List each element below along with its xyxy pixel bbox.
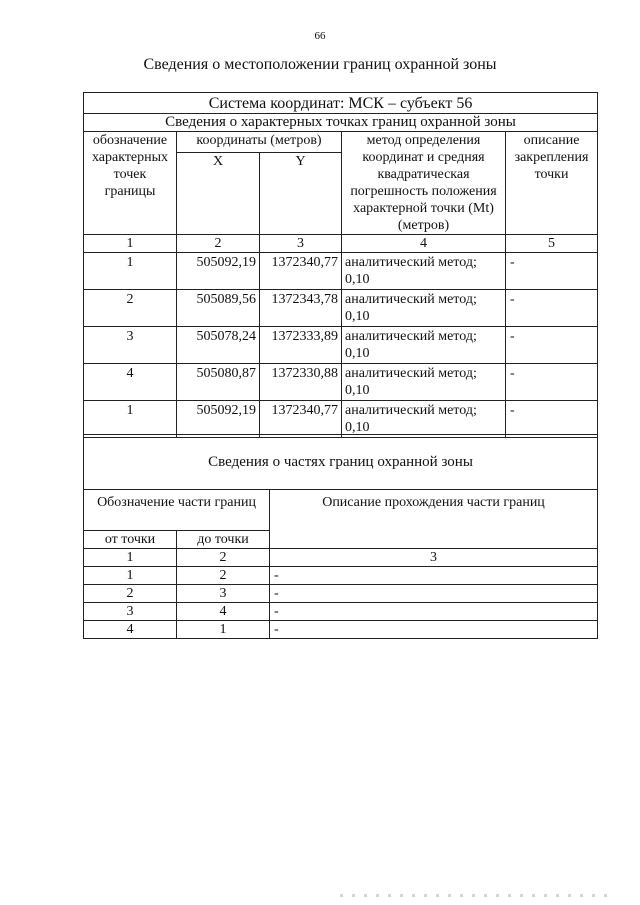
point-cell: 2 (84, 290, 177, 327)
header-part-designation: Обозначение части границ (84, 490, 270, 531)
header-designation: обозначение характерных точек границы (84, 132, 177, 235)
to-cell: 4 (177, 603, 270, 621)
y-cell: 1372340,77 (260, 253, 342, 290)
header-part-description: Описание прохождения части границ (270, 490, 598, 549)
point-cell: 4 (84, 364, 177, 401)
coordinates-table (83, 92, 598, 438)
col-number: 3 (270, 549, 598, 567)
col-number: 1 (84, 549, 177, 567)
table-row (84, 327, 598, 364)
col-number: 2 (177, 235, 260, 253)
y-cell: 1372330,88 (260, 364, 342, 401)
from-cell: 4 (84, 621, 177, 639)
header-y: Y (260, 153, 342, 235)
x-cell: 505092,19 (177, 253, 260, 290)
method-cell: аналитический метод; 0,10 (342, 364, 506, 401)
to-cell: 2 (177, 567, 270, 585)
x-cell: 505078,24 (177, 327, 260, 364)
table-row (84, 567, 598, 585)
col-number: 2 (177, 549, 270, 567)
description-cell: - (506, 327, 598, 364)
col-number: 3 (260, 235, 342, 253)
table-row (84, 585, 598, 603)
table-row (84, 401, 598, 438)
col-number: 5 (506, 235, 598, 253)
x-cell: 505080,87 (177, 364, 260, 401)
from-cell: 1 (84, 567, 177, 585)
y-cell: 1372343,78 (260, 290, 342, 327)
table-row (84, 253, 598, 290)
to-cell: 1 (177, 621, 270, 639)
scan-stamp-artifact (340, 894, 610, 897)
description-cell: - (506, 401, 598, 438)
header-to: до точки (177, 531, 270, 549)
from-cell: 2 (84, 585, 177, 603)
table-row (84, 364, 598, 401)
table-row (84, 603, 598, 621)
description-cell: - (506, 364, 598, 401)
col-number: 1 (84, 235, 177, 253)
page-number: 66 (314, 30, 326, 42)
page-title: Сведения о местоположении границ охранной зоны (143, 56, 497, 73)
y-cell: 1372340,77 (260, 401, 342, 438)
header-method: метод определения координат и средняя квадратическая погрешность положения характерной точки (Mt) (метров) (342, 132, 506, 235)
part-description-cell: - (270, 603, 598, 621)
section-heading: Сведения о характерных точках границ охранной зоны (84, 114, 598, 132)
method-cell: аналитический метод; 0,10 (342, 327, 506, 364)
table-row (84, 621, 598, 639)
method-cell: аналитический метод; 0,10 (342, 290, 506, 327)
x-cell: 505092,19 (177, 401, 260, 438)
parts-section-heading: Сведения о частях границ охранной зоны (84, 435, 598, 490)
point-cell: 1 (84, 253, 177, 290)
to-cell: 3 (177, 585, 270, 603)
header-description: описание закрепления точки (506, 132, 598, 235)
description-cell: - (506, 290, 598, 327)
parts-table (83, 434, 598, 639)
part-description-cell: - (270, 621, 598, 639)
part-description-cell: - (270, 585, 598, 603)
method-cell: аналитический метод; 0,10 (342, 401, 506, 438)
point-cell: 1 (84, 401, 177, 438)
x-cell: 505089,56 (177, 290, 260, 327)
col-number: 4 (342, 235, 506, 253)
coordinate-system: Система координат: МСК – субъект 56 (84, 93, 598, 114)
description-cell: - (506, 253, 598, 290)
table-row (84, 290, 598, 327)
header-x: X (177, 153, 260, 235)
y-cell: 1372333,89 (260, 327, 342, 364)
method-cell: аналитический метод; 0,10 (342, 253, 506, 290)
header-from: от точки (84, 531, 177, 549)
header-coordinates: координаты (метров) (177, 132, 342, 153)
from-cell: 3 (84, 603, 177, 621)
part-description-cell: - (270, 567, 598, 585)
point-cell: 3 (84, 327, 177, 364)
